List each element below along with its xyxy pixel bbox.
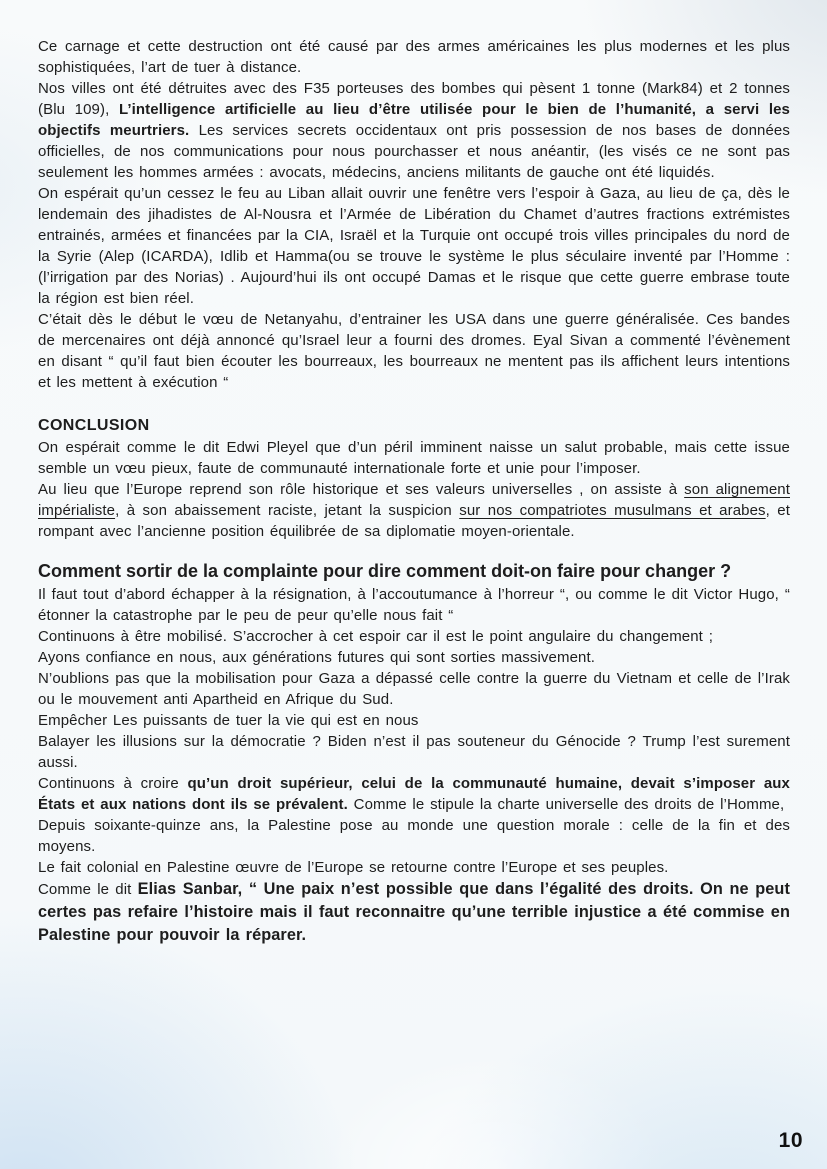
text-run: N’oublions pas que la mobilisation pour Gaza a dépassé celle contre la guerre du Vietnam et celle de l’Irak ou le mouvement anti Apartheid en Afrique du Sud. xyxy=(38,670,790,708)
text-run: Ce carnage et cette destruction ont été causé par des armes américaines les plus modernes et les plus sophistiquées, l’art de tuer à distance. xyxy=(38,38,790,76)
heading-how-to-change: Comment sortir de la complainte pour dire comment doit-on faire pour changer ? xyxy=(38,561,732,581)
paragraph-mobilisation xyxy=(38,584,790,857)
page-body-text xyxy=(38,36,790,947)
text-run: Continuons à être mobilisé. S’accrocher à cet espoir car il est le point angulaire du changement ; xyxy=(38,628,713,645)
heading-conclusion: CONCLUSION xyxy=(38,417,150,434)
text-run-bold: Elias Sanbar, “ Une paix n’est possible que dans l’égalité des droits. On ne peut certes pas refaire l’histoire mais il faut reconnaitre qu’une terrible injustice a été commise en Palestine pour pouvoir la réparer. xyxy=(38,880,790,944)
text-run-underlined: sur nos compatriotes musulmans et arabes xyxy=(459,502,766,519)
text-run: , à son abaissement raciste, jetant la suspicion xyxy=(115,502,460,519)
text-run: Comme le stipule la charte universelle des droits de l’Homme, xyxy=(347,796,785,813)
text-run: Le fait colonial en Palestine œuvre de l’Europe se retourne contre l’Europe et ses peuples. xyxy=(38,859,669,876)
text-run: On espérait qu’un cessez le feu au Liban allait ouvrir une fenêtre vers l’espoir à Gaza, au lieu de ça, dès le lendemain des jihadistes de Al-Nousra et l’Armée de Libération du Chamet d’autres fractions extrémistes entrainés, armées et financées par la CIA, Israël et la Turquie ont occupé trois villes principales du nord de la Syrie (Alep (ICARDA), Idlib et Hamma(ou se trouve le système le plus séculaire inventé par l’Homme : (l’irrigation par des Norias) . Aujourd’hui ils ont occupé Damas et le risque que cette guerre embrase toute la région est bien réel. xyxy=(38,185,790,307)
text-run: Depuis soixante-quinze ans, la Palestine pose au monde une question morale : celle de la fin et des moyens. xyxy=(38,817,790,855)
page-number: 10 xyxy=(778,1129,803,1152)
text-run: Empêcher Les puissants de tuer la vie qui est en nous xyxy=(38,712,419,729)
paragraph-carnage xyxy=(38,36,790,183)
paragraph-fait-colonial xyxy=(38,857,790,947)
text-run: Balayer les illusions sur la démocratie ? Biden n’est il pas souteneur du Génocide ? Trump l’est surement aussi. xyxy=(38,733,790,771)
paragraph-netanyahu xyxy=(38,309,790,393)
text-run: Comme le dit xyxy=(38,881,138,898)
text-run: Ayons confiance en nous, aux générations futures qui sont sorties massivement. xyxy=(38,649,595,666)
text-run: , et rompant avec l’ancienne position équilibrée de sa diplomatie moyen-orientale. xyxy=(38,502,791,540)
paragraph-liban xyxy=(38,183,790,309)
text-run: On espérait comme le dit Edwi Pleyel que d’un péril imminent naisse un salut probable, mais cette issue semble un vœu pieux, faute de communauté internationale forte et unie pour l’imposer. xyxy=(38,439,790,477)
text-run-underlined: son alignement impérialiste xyxy=(38,481,790,519)
text-run: Au lieu que l’Europe reprend son rôle historique et ses valeurs universelles , on assiste à xyxy=(38,481,685,498)
paragraph-pleyel xyxy=(38,437,790,542)
text-run: Nos villes ont été détruites avec des F35 porteuses des bombes qui pèsent 1 tonne (Mark84) et 2 tonnes (Blu 109), xyxy=(38,80,790,118)
text-run: Les services secrets occidentaux ont pris possession de nos bases de données officielles, de nos communications pour nous pourchasser et nous anéantir, (les visés ce ne sont pas seulement les hommes armées : avocats, médecins, anciens militants de gauche ont été liquidés. xyxy=(38,122,790,181)
text-run: Il faut tout d’abord échapper à la résignation, à l’accoutumance à l’horreur “, ou comme le dit Victor Hugo, “ étonner la catastrophe par le peu de peur qu’elle nous fait “ xyxy=(38,586,790,624)
text-run-bold: L’intelligence artificielle au lieu d’être utilisée pour le bien de l’humanité, a servi les objectifs meurtriers. xyxy=(38,101,790,139)
text-run-bold: qu’un droit supérieur, celui de la communauté humaine, devait s’imposer aux États et aux nations dont ils se prévalent. xyxy=(38,775,790,813)
text-run: C’était dès le début le vœu de Netanyahu, d’entrainer les USA dans une guerre généralisée. Ces bandes de mercenaires ont déjà annoncé qu’Israel leur a fourni des dromes. Eyal Sivan a commenté l’évènement en disant “ qu’il faut bien écouter les bourreaux, les bourreaux ne mentent pas ils affichent leurs intentions et les mettent à exécution “ xyxy=(38,311,790,391)
text-run: Continuons à croire xyxy=(38,775,188,792)
